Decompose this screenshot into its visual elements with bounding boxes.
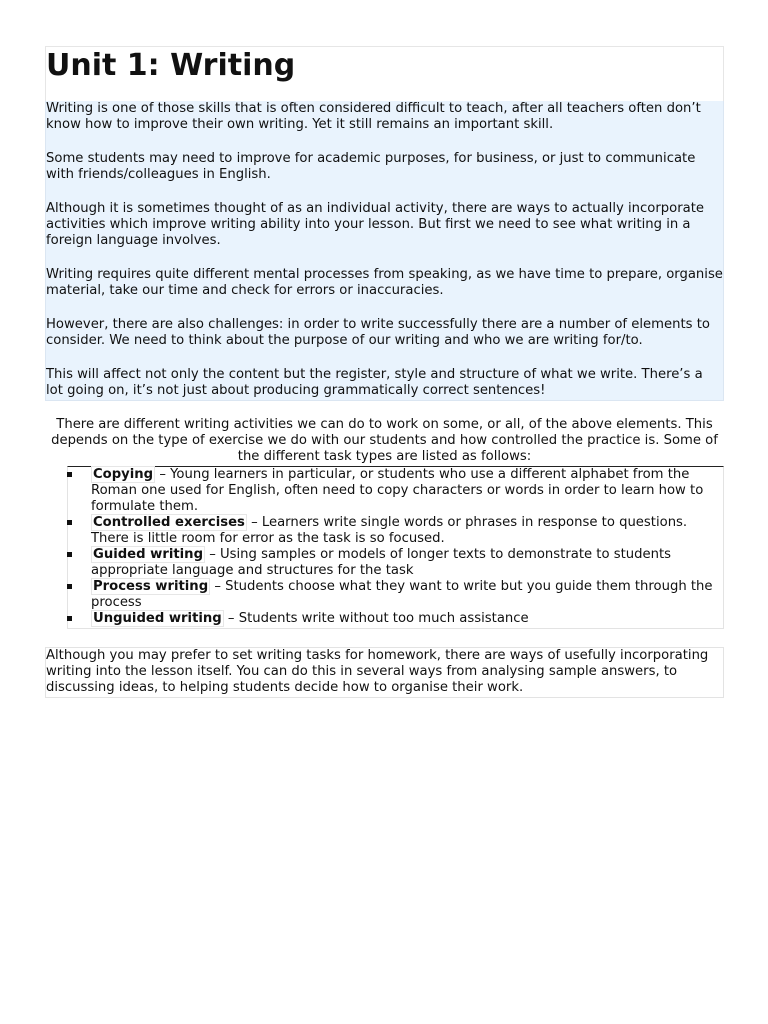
intro-section — [45, 101, 724, 401]
list-item — [68, 611, 717, 627]
task-term: Copying — [93, 467, 154, 482]
square-bullet-icon — [67, 616, 72, 621]
intro-paragraph: Although it is sometimes thought of as an individual activity, there are ways to actually incorporate activities which improve writing ability into your lesson. But first we need to see what writing in a foreign language involves. — [46, 201, 704, 248]
task-description: – Learners write single words or phrases in response to questions. There is little room for error as the task is so focused. — [91, 515, 688, 546]
intro-paragraph: Some students may need to improve for academic purposes, for business, or just to communicate with friends/colleagues in English. — [46, 151, 696, 182]
intro-paragraph: This will affect not only the content but the register, style and structure of what we write. There’s a lot going on, it’s not just about producing grammatically correct sentences! — [46, 367, 703, 398]
document-page — [45, 46, 724, 698]
intro-paragraph: However, there are also challenges: in order to write successfully there are a number of elements to consider. We need to think about the purpose of our writing and who we are writing for/to. — [46, 317, 710, 348]
intro-paragraph: Writing is one of those skills that is often considered difficult to teach, after all teachers often don’t know how to improve their own writing. Yet it still remains an important skill. — [46, 101, 701, 132]
square-bullet-icon — [67, 472, 72, 477]
closing-paragraph: Although you may prefer to set writing tasks for homework, there are ways of usefully incorporating writing into the lesson itself. You can do this in several ways from analysing sample answers, to discussing ideas, to helping students decide how to organise their work. — [46, 648, 709, 695]
list-item — [68, 467, 717, 515]
task-types-list-box — [67, 466, 724, 629]
list-item — [68, 515, 717, 547]
intro-paragraph: Writing requires quite different mental processes from speaking, as we have time to prepare, organise material, take our time and check for errors or inaccuracies. — [46, 267, 723, 298]
page-title: Unit 1: Writing — [46, 48, 296, 83]
task-description: – Young learners in particular, or students who use a different alphabet from the Roman one used for English, often need to copy characters or words in order to learn how to formulate them. — [91, 467, 704, 514]
list-item — [68, 579, 717, 611]
title-box — [45, 46, 724, 101]
task-description: – Students write without too much assistance — [223, 611, 529, 626]
task-types-list — [68, 467, 717, 627]
task-term: Guided writing — [93, 547, 204, 562]
square-bullet-icon — [67, 584, 72, 589]
task-description: – Students choose what they want to write but you guide them through the process — [91, 579, 713, 610]
task-term: Unguided writing — [93, 611, 222, 626]
square-bullet-icon — [67, 552, 72, 557]
task-description: – Using samples or models of longer texts to demonstrate to students appropriate language and structures for the task — [91, 547, 672, 578]
list-item — [68, 547, 717, 579]
closing-paragraph-box — [45, 647, 724, 698]
task-types-intro: There are different writing activities we can do to work on some, or all, of the above elements. This depends on the type of exercise we do with our students and how controlled the practice is. Some of the different task types are listed as follows: — [51, 417, 718, 464]
task-term: Process writing — [93, 579, 209, 594]
task-term: Controlled exercises — [93, 515, 245, 530]
square-bullet-icon — [67, 520, 72, 525]
